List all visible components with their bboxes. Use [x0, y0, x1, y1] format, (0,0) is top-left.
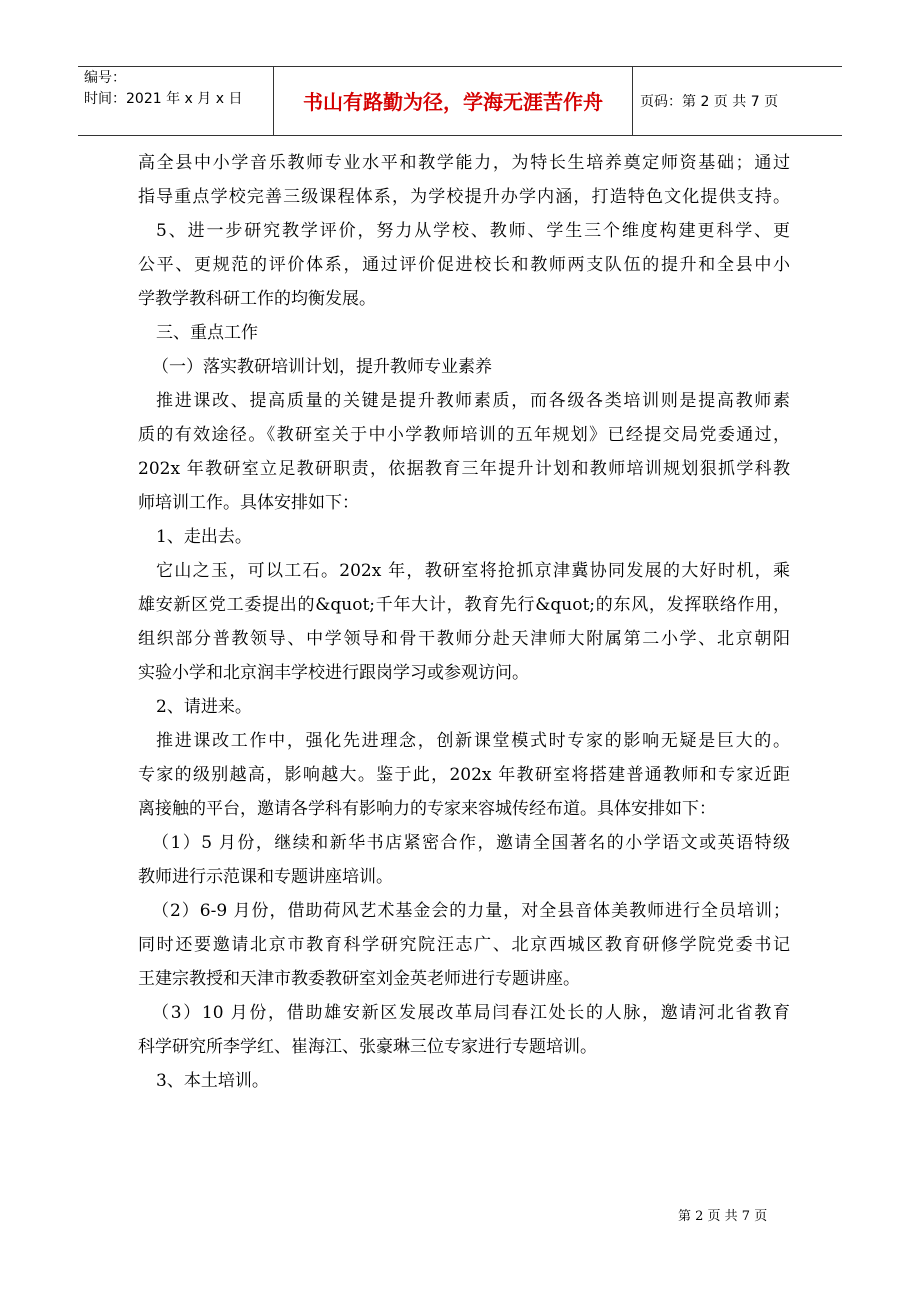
body-line: 雄安新区党工委提出的&quot;千年大计，教育先行&quot;的东风，发挥联络作用， — [138, 595, 790, 615]
header-right-cell — [632, 67, 842, 135]
body-line: 学教学教科研工作的均衡发展。 — [138, 289, 376, 309]
page-header — [78, 66, 842, 136]
body-line: 它山之玉，可以工石。202x 年，教研室将抢抓京津冀协同发展的大好时机，乘 — [156, 561, 790, 581]
page-footer-number: 第 2 页 共 7 页 — [678, 1209, 768, 1224]
body-line: 质的有效途径。《教研室关于中小学教师培训的五年规划》已经提交局党委通过， — [138, 425, 790, 445]
body-line: 师培训工作。具体安排如下： — [138, 493, 359, 513]
item-heading: 1、走出去。 — [156, 527, 252, 547]
body-line: 推进课改、提高质量的关键是提升教师素质，而各级各类培训则是提高教师素 — [156, 391, 790, 411]
body-line: 公平、更规范的评价体系，通过评价促进校长和教师两支队伍的提升和全县中小 — [138, 255, 790, 275]
section-heading: 三、重点工作 — [156, 323, 258, 343]
document-number-label: 编号： — [84, 70, 126, 86]
body-line: 科学研究所李学红、崔海江、张豪琳三位专家进行专题培训。 — [138, 1037, 597, 1057]
subsection-heading: （一）落实教研培训计划，提升教师专业素养 — [152, 357, 492, 377]
body-line: 专家的级别越高，影响越大。鉴于此，202x 年教研室将搭建普通教师和专家近距 — [138, 765, 790, 785]
body-line: 5、进一步研究教学评价，努力从学校、教师、学生三个维度构建更科学、更 — [156, 221, 790, 241]
document-date-label: 时间：2021 年 x 月 x 日 — [84, 91, 243, 107]
body-line: 202x 年教研室立足教研职责，依据教育三年提升计划和教师培训规划狠抓学科教 — [138, 459, 790, 479]
body-line: 同时还要邀请北京市教育科学研究院汪志广、北京西城区教育研修学院党委书记 — [138, 935, 790, 955]
body-line: 指导重点学校完善三级课程体系，为学校提升办学内涵，打造特色文化提供支持。 — [138, 187, 790, 207]
body-line: （2）6-9 月份，借助荷风艺术基金会的力量，对全县音体美教师进行全员培训； — [152, 901, 790, 921]
body-line: 高全县中小学音乐教师专业水平和教学能力，为特长生培养奠定师资基础；通过 — [138, 153, 790, 173]
body-line: （1）5 月份，继续和新华书店紧密合作，邀请全国著名的小学语文或英语特级 — [152, 833, 790, 853]
body-line: （3）10 月份，借助雄安新区发展改革局闫春江处长的人脉，邀请河北省教育 — [152, 1003, 790, 1023]
body-line: 离接触的平台，邀请各学科有影响力的专家来容城传经布道。具体安排如下： — [138, 799, 716, 819]
body-line: 推进课改工作中，强化先进理念，创新课堂模式时专家的影响无疑是巨大的。 — [156, 731, 790, 751]
header-motto: 书山有路勤为径，学海无涯苦作舟 — [303, 90, 603, 114]
body-line: 实验小学和北京润丰学校进行跟岗学习或参观访问。 — [138, 663, 529, 683]
header-center-cell — [273, 67, 633, 135]
header-left-cell — [78, 67, 272, 135]
header-page-number: 页码：第 2 页 共 7 页 — [640, 94, 779, 110]
body-line: 教师进行示范课和专题讲座培训。 — [138, 867, 393, 887]
item-heading: 3、本土培训。 — [156, 1071, 269, 1091]
body-line: 王建宗教授和天津市教委教研室刘金英老师进行专题讲座。 — [138, 969, 580, 989]
body-line: 组织部分普教领导、中学领导和骨干教师分赴天津师大附属第二小学、北京朝阳 — [138, 629, 790, 649]
item-heading: 2、请进来。 — [156, 697, 252, 717]
